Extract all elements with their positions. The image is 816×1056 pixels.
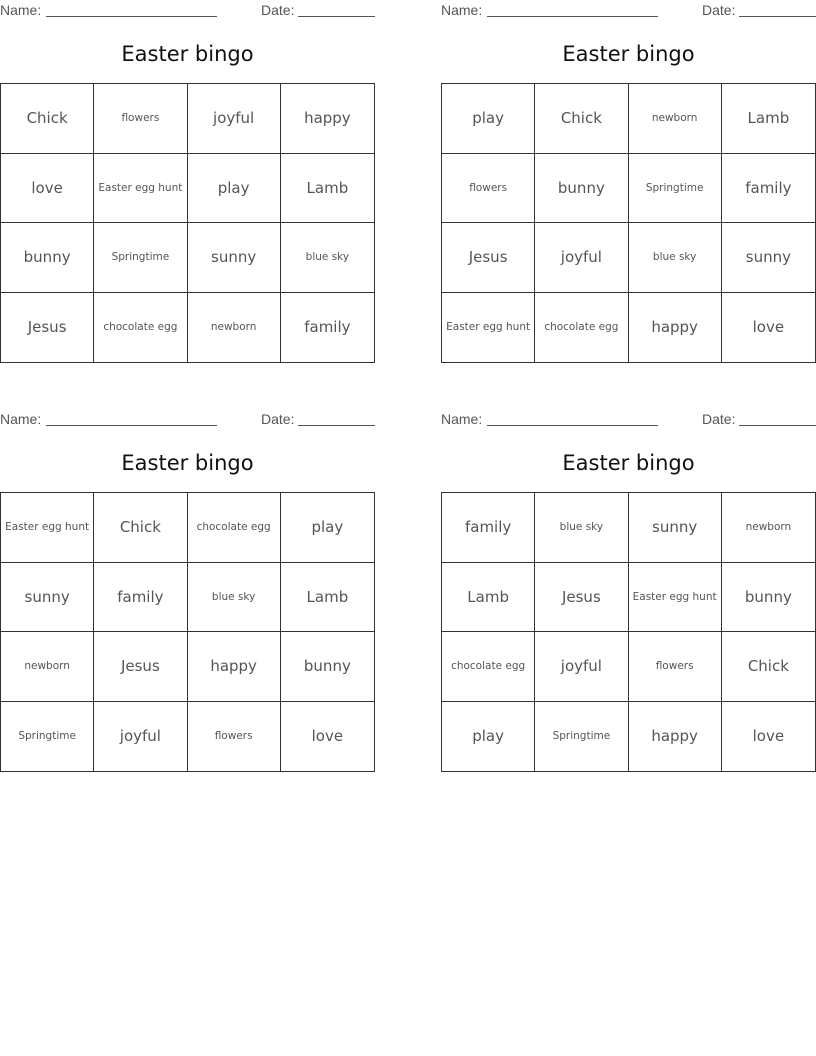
name-date-row (0, 2, 375, 20)
bingo-cell: chocolate egg (94, 293, 187, 363)
bingo-cell: chocolate egg (188, 493, 281, 563)
bingo-cell: family (442, 493, 535, 563)
bingo-cell: Lamb (281, 154, 374, 224)
bingo-grid (0, 492, 375, 772)
bingo-cell: Easter egg hunt (1, 493, 94, 563)
bingo-cell: flowers (629, 632, 722, 702)
bingo-cell: chocolate egg (442, 632, 535, 702)
name-date-row (441, 2, 816, 20)
bingo-cell: blue sky (188, 563, 281, 633)
bingo-grid (441, 492, 816, 772)
date-label: Date: (702, 411, 736, 427)
bingo-cell: Springtime (629, 154, 722, 224)
bingo-cell: newborn (1, 632, 94, 702)
date-label: Date: (702, 2, 736, 18)
bingo-cell: joyful (535, 632, 628, 702)
bingo-cell: family (722, 154, 815, 224)
bingo-cell: Easter egg hunt (94, 154, 187, 224)
bingo-cell: Easter egg hunt (442, 293, 535, 363)
date-blank-line (298, 425, 375, 426)
bingo-cell: Lamb (722, 84, 815, 154)
bingo-cell: Chick (94, 493, 187, 563)
bingo-cell: sunny (629, 493, 722, 563)
name-label: Name: (441, 2, 483, 18)
date-label: Date: (261, 2, 295, 18)
date-blank-line (739, 16, 816, 17)
bingo-cell: bunny (1, 223, 94, 293)
date-blank-line (298, 16, 375, 17)
bingo-grid (441, 83, 816, 363)
bingo-cell: blue sky (535, 493, 628, 563)
bingo-cell: Springtime (1, 702, 94, 772)
name-blank-line (487, 16, 658, 17)
bingo-cell: flowers (442, 154, 535, 224)
date-blank-line (739, 425, 816, 426)
name-label: Name: (441, 411, 483, 427)
bingo-cell: happy (188, 632, 281, 702)
bingo-cell: family (304, 318, 351, 337)
name-label: Name: (0, 411, 42, 427)
bingo-cell: newborn (722, 493, 815, 563)
bingo-cell: Chick (535, 84, 628, 154)
bingo-cell: play (442, 84, 535, 154)
bingo-cell: bunny (281, 632, 374, 702)
card-title: Easter bingo (562, 42, 695, 66)
bingo-cell: chocolate egg (535, 293, 628, 363)
bingo-cell: flowers (188, 702, 281, 772)
bingo-cell: Easter egg hunt (629, 563, 722, 633)
bingo-cell: happy (629, 293, 722, 363)
bingo-cell: flowers (94, 84, 187, 154)
name-blank-line (46, 425, 217, 426)
bingo-cell: newborn (188, 293, 281, 363)
name-date-row (0, 411, 375, 429)
bingo-cell: bunny (535, 154, 628, 224)
bingo-grid (0, 83, 375, 363)
bingo-cell: happy (281, 84, 374, 154)
card-title: Easter bingo (562, 451, 695, 475)
name-blank-line (487, 425, 658, 426)
card-title: Easter bingo (121, 451, 254, 475)
bingo-cell: Lamb (442, 563, 535, 633)
bingo-cell: love (752, 318, 785, 337)
bingo-cell: Chick (722, 632, 815, 702)
bingo-cell: Jesus (535, 563, 628, 633)
bingo-cell: Jesus (442, 223, 535, 293)
bingo-cell: Jesus (1, 293, 94, 363)
bingo-cell: play (188, 154, 281, 224)
name-label: Name: (0, 2, 42, 18)
bingo-cell: joyful (188, 84, 281, 154)
bingo-cell: bunny (722, 563, 815, 633)
bingo-cell: Springtime (535, 702, 628, 772)
bingo-cell: love (311, 727, 344, 746)
bingo-cell: love (1, 154, 94, 224)
bingo-cell: Lamb (281, 563, 374, 633)
bingo-cell: blue sky (281, 223, 374, 293)
bingo-cell: love (752, 727, 785, 746)
bingo-cell: Jesus (94, 632, 187, 702)
bingo-cell: play (281, 493, 374, 563)
bingo-cell: family (94, 563, 187, 633)
bingo-cell: sunny (722, 223, 815, 293)
name-blank-line (46, 16, 217, 17)
bingo-cell: joyful (94, 702, 187, 772)
bingo-cell: happy (629, 702, 722, 772)
bingo-cell: joyful (535, 223, 628, 293)
date-label: Date: (261, 411, 295, 427)
bingo-cell: sunny (1, 563, 94, 633)
name-date-row (441, 411, 816, 429)
bingo-cell: blue sky (629, 223, 722, 293)
bingo-cell: newborn (629, 84, 722, 154)
bingo-cell: sunny (188, 223, 281, 293)
bingo-cell: Chick (1, 84, 94, 154)
card-title: Easter bingo (121, 42, 254, 66)
bingo-cell: Springtime (94, 223, 187, 293)
bingo-cell: play (442, 702, 535, 772)
